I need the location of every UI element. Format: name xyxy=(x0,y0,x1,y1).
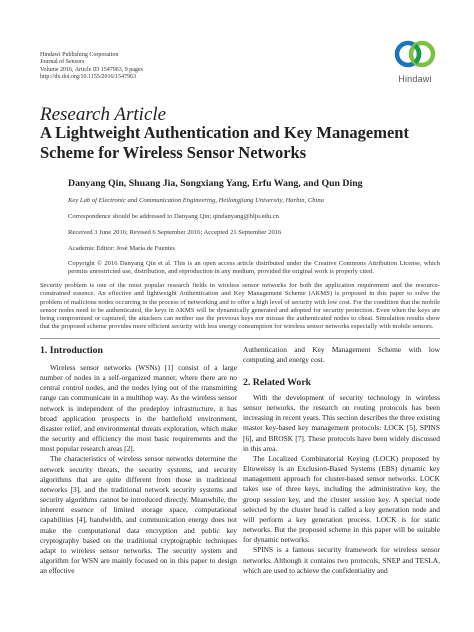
affiliation: Key Lab of Electronic and Communication Engineering, Heilongjiang University, Harbin, China xyxy=(68,197,324,204)
author-list: Danyang Qin, Shuang Jia, Songxiang Yang, Erfu Wang, and Qun Ding xyxy=(68,178,363,189)
intro-paragraph-2: The characteristics of wireless sensor networks determine the network security threats, the security systems, and security algorithms that are quite different from those in traditional networks [3], and the traditional network security systems and security algorithms cannot be introduced directly. Meanwhile, the inherent essence of limited storage space, computational capabilities [4], bandwidth, and communication energy does not make the computational data encryption and public key cryptography based on the traditional cryptographic techniques adapt to wireless sensor networks. The security system and algorithm for WSN are mainly focused on in this paper to design an effective xyxy=(40,454,237,576)
column-left xyxy=(40,363,237,576)
related-paragraph-2: The Localized Combinatorial Keying (LOCK) proposed by Eltoweissy is an Exclusion-Based Systems (EBS) dynamic key management approach for cluster-based sensor networks. LOCK takes use of three keys, including the administrative key, the group session key, and the cluster session key. A special node selected by the cluster head is called a key generation node and will perform a key generation process. LOCK is for static networks. But the proposed scheme in this paper will be suitable for dynamic networks. xyxy=(243,453,440,545)
related-paragraph-3: SPINS is a famous security framework for wireless sensor networks. Although it contains two protocols, SNEP and TESLA, which are used to achieve the confidentiality and xyxy=(243,545,440,575)
intro-continued: Authentication and Key Management Scheme with low computing and energy cost. xyxy=(243,345,440,365)
article-type: Research Article xyxy=(40,104,167,125)
section-heading-related-work: 2. Related Work xyxy=(243,377,312,388)
hindawi-logo xyxy=(388,36,442,94)
divider xyxy=(40,338,440,339)
correspondence: Correspondence should be addressed to Danyang Qin; qindanyang@hlju.edu.cn xyxy=(68,213,279,220)
hindawi-rings-icon xyxy=(388,36,442,72)
volume-line: Volume 2016, Article ID 1547963, 9 pages xyxy=(40,66,143,73)
column-right xyxy=(243,345,440,365)
publisher-line: Hindawi Publishing Corporation xyxy=(40,52,119,58)
publication-info xyxy=(40,52,143,82)
doi-link[interactable]: http://dx.doi.org/10.1155/2016/1547963 xyxy=(40,74,137,81)
intro-paragraph-1: Wireless sensor networks (WSNs) [1] consist of a large number of nodes in a self-organized manner, where there are no central control nodes, and the nodes lying out of the transmitting range can communicate in a multihop way. As the wireless sensor network is independent of the predeploy infrastructure, it has broad application prospects in the battlefield environment, disaster relief, and environmental threats exploration, which make the security and efficiency the most basic requirements and the most popular research areas [2]. xyxy=(40,363,237,454)
logo-text: Hindawi xyxy=(398,74,432,84)
abstract: Security problem is one of the most popular research fields in wireless sensor networks for both the application requirement and the resource-constrained essence. An effective and lightweight Authentication and Key Management Scheme (AKMS) is proposed in this paper to solve the problem of malicious nodes occurring in the process of networking and to offer a high level of security with low cost. For the condition that the mobile sensor nodes need to be authenticated, the keys in AKMS will be dynamically generated and adopted for security protection. Even when the keys are being compromised or captured, the attackers can neither use the previous keys nor misuse the authenticated nodes to cheat. Simulation results show that the proposed scheme provides more efficient security with less energy consumption for wireless sensor networks especially with mobile sensors. xyxy=(40,282,440,331)
dates: Received 3 June 2016; Revised 6 September 2016; Accepted 21 September 2016 xyxy=(68,229,282,236)
related-work-body xyxy=(243,393,440,576)
academic-editor: Academic Editor: José María de Fuentes xyxy=(68,245,176,252)
related-paragraph-1: With the development of security technology in wireless sensor networks, the research on routing protocols has been increasing in recent years. This section describes the three existing master key-based key management protocols: LOCK [5], SPINS [6], and BROSK [7]. These protocols have been widely discussed in this area. xyxy=(243,393,440,453)
paper-title: A Lightweight Authentication and Key Management Scheme for Wireless Sensor Networks xyxy=(40,123,409,162)
copyright-notice: Copyright © 2016 Danyang Qin et al. This is an open access article distributed under the Creative Commons Attribution License, which permits unrestricted use, distribution, and reproduction in any medium, provided the original work is properly cited. xyxy=(68,260,440,276)
journal-line: Journal of Sensors xyxy=(40,59,85,66)
section-heading-introduction: 1. Introduction xyxy=(40,345,103,356)
